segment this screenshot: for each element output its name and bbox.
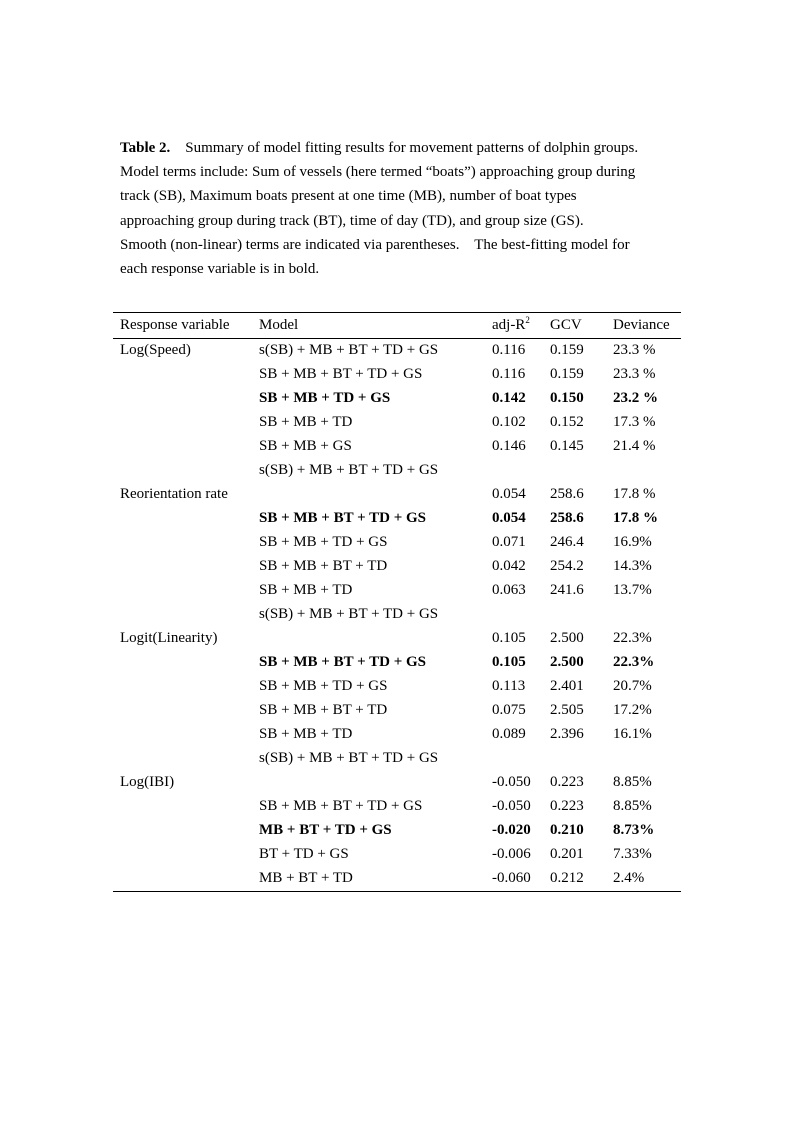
cell-adj-r2: -0.006 bbox=[492, 846, 531, 862]
cell-gcv: 241.6 bbox=[550, 582, 584, 598]
cell-model: SB + MB + BT + TD + GS bbox=[259, 654, 427, 670]
cell-adj-r2: -0.020 bbox=[492, 822, 531, 838]
cell-model: SB + MB + TD bbox=[259, 726, 353, 742]
cell-response-variable: Reorientation rate bbox=[120, 486, 228, 502]
cell-deviance: 16.9% bbox=[613, 534, 652, 550]
cell-deviance: 14.3% bbox=[613, 558, 652, 574]
table-row bbox=[113, 339, 681, 363]
header-adj-r2-text: adj-R bbox=[492, 317, 526, 333]
table-row bbox=[113, 843, 681, 867]
header-deviance: Deviance bbox=[613, 317, 670, 333]
table-row bbox=[113, 483, 681, 507]
cell-adj-r2: 0.142 bbox=[492, 390, 526, 406]
caption-line-4: approaching group during track (BT), time of day (TD), and group size (GS). bbox=[120, 212, 584, 229]
caption-line-6: each response variable is in bold. bbox=[120, 261, 320, 278]
cell-adj-r2: 0.063 bbox=[492, 582, 526, 598]
cell-adj-r2: 0.102 bbox=[492, 414, 526, 430]
cell-deviance: 17.8 % bbox=[613, 510, 658, 526]
cell-response-variable: Log(Speed) bbox=[120, 342, 191, 358]
cell-gcv: 2.500 bbox=[550, 654, 584, 670]
cell-gcv: 0.201 bbox=[550, 846, 584, 862]
caption-line-3: track (SB), Maximum boats present at one time (MB), number of boat types bbox=[120, 188, 577, 205]
cell-gcv: 0.152 bbox=[550, 414, 584, 430]
cell-gcv: 0.212 bbox=[550, 870, 584, 886]
cell-gcv: 0.223 bbox=[550, 798, 584, 814]
cell-model: SB + MB + TD + GS bbox=[259, 678, 388, 694]
table-row bbox=[113, 531, 681, 555]
cell-deviance: 20.7% bbox=[613, 678, 652, 694]
cell-model: SB + MB + BT + TD + GS bbox=[259, 366, 423, 382]
cell-model: s(SB) + MB + BT + TD + GS bbox=[259, 606, 439, 622]
cell-model: SB + MB + TD + GS bbox=[259, 390, 391, 406]
cell-gcv: 0.150 bbox=[550, 390, 584, 406]
cell-adj-r2: -0.050 bbox=[492, 798, 531, 814]
table-row bbox=[113, 651, 681, 675]
table-row bbox=[113, 723, 681, 747]
table-row bbox=[113, 747, 681, 771]
cell-deviance: 17.3 % bbox=[613, 414, 656, 430]
cell-adj-r2: -0.060 bbox=[492, 870, 531, 886]
cell-deviance: 23.3 % bbox=[613, 342, 656, 358]
results-table bbox=[113, 312, 681, 892]
table-row bbox=[113, 363, 681, 387]
cell-gcv: 2.396 bbox=[550, 726, 584, 742]
cell-model: SB + MB + BT + TD + GS bbox=[259, 510, 427, 526]
cell-model: SB + MB + TD bbox=[259, 582, 353, 598]
table-row bbox=[113, 675, 681, 699]
cell-adj-r2: 0.116 bbox=[492, 366, 526, 382]
cell-gcv: 0.159 bbox=[550, 366, 584, 382]
table-body bbox=[113, 339, 681, 891]
cell-deviance: 23.3 % bbox=[613, 366, 656, 382]
table-header-row bbox=[113, 313, 681, 339]
caption-line-1 bbox=[120, 136, 690, 160]
cell-model: s(SB) + MB + BT + TD + GS bbox=[259, 462, 439, 478]
cell-gcv: 258.6 bbox=[550, 486, 584, 502]
cell-adj-r2: 0.116 bbox=[492, 342, 526, 358]
table-row bbox=[113, 579, 681, 603]
cell-deviance: 22.3% bbox=[613, 654, 655, 670]
cell-deviance: 17.2% bbox=[613, 702, 652, 718]
cell-response-variable: Log(IBI) bbox=[120, 774, 175, 790]
header-gcv: GCV bbox=[550, 317, 582, 333]
cell-deviance: 13.7% bbox=[613, 582, 652, 598]
cell-adj-r2: 0.089 bbox=[492, 726, 526, 742]
cell-adj-r2: -0.050 bbox=[492, 774, 531, 790]
caption-text-1: Summary of model fitting results for movement patterns of dolphin groups. bbox=[185, 140, 639, 156]
cell-adj-r2: 0.054 bbox=[492, 486, 526, 502]
table-row bbox=[113, 411, 681, 435]
cell-gcv: 2.401 bbox=[550, 678, 584, 694]
cell-model: SB + MB + TD + GS bbox=[259, 534, 388, 550]
table-row bbox=[113, 459, 681, 483]
cell-gcv: 0.159 bbox=[550, 342, 584, 358]
cell-gcv: 254.2 bbox=[550, 558, 584, 574]
caption-label: Table 2. bbox=[120, 140, 171, 156]
cell-model: SB + MB + BT + TD bbox=[259, 702, 388, 718]
cell-deviance: 23.2 % bbox=[613, 390, 658, 406]
caption-line-2: Model terms include: Sum of vessels (here termed “boats”) approaching group during bbox=[120, 164, 636, 181]
cell-gcv: 0.223 bbox=[550, 774, 584, 790]
header-adj-r2-superscript: 2 bbox=[525, 315, 530, 325]
caption-line-5: Smooth (non-linear) terms are indicated via parentheses. The best-fitting model for bbox=[120, 236, 630, 253]
table-caption bbox=[120, 136, 690, 281]
table-row bbox=[113, 819, 681, 843]
table-row bbox=[113, 507, 681, 531]
cell-response-variable: Logit(Linearity) bbox=[120, 630, 218, 646]
cell-model: s(SB) + MB + BT + TD + GS bbox=[259, 750, 439, 766]
cell-model: s(SB) + MB + BT + TD + GS bbox=[259, 342, 439, 358]
cell-deviance: 16.1% bbox=[613, 726, 652, 742]
table-row bbox=[113, 867, 681, 891]
cell-adj-r2: 0.146 bbox=[492, 438, 526, 454]
cell-deviance: 7.33% bbox=[613, 846, 652, 862]
cell-adj-r2: 0.071 bbox=[492, 534, 526, 550]
cell-gcv: 0.210 bbox=[550, 822, 584, 838]
cell-adj-r2: 0.105 bbox=[492, 654, 526, 670]
cell-adj-r2: 0.054 bbox=[492, 510, 526, 526]
cell-deviance: 17.8 % bbox=[613, 486, 656, 502]
cell-deviance: 2.4% bbox=[613, 870, 645, 886]
cell-deviance: 21.4 % bbox=[613, 438, 656, 454]
table-row bbox=[113, 699, 681, 723]
cell-gcv: 2.500 bbox=[550, 630, 584, 646]
cell-deviance: 8.85% bbox=[613, 798, 652, 814]
cell-model: MB + BT + TD + GS bbox=[259, 822, 392, 838]
cell-gcv: 246.4 bbox=[550, 534, 584, 550]
cell-model: SB + MB + BT + TD bbox=[259, 558, 388, 574]
cell-deviance: 22.3% bbox=[613, 630, 652, 646]
table-row bbox=[113, 627, 681, 651]
table-row bbox=[113, 795, 681, 819]
cell-adj-r2: 0.105 bbox=[492, 630, 526, 646]
cell-model: BT + TD + GS bbox=[259, 846, 349, 862]
cell-model: SB + MB + TD bbox=[259, 414, 353, 430]
cell-adj-r2: 0.075 bbox=[492, 702, 526, 718]
cell-gcv: 2.505 bbox=[550, 702, 584, 718]
header-response-variable: Response variable bbox=[120, 317, 230, 333]
cell-model: MB + BT + TD bbox=[259, 870, 353, 886]
table-row bbox=[113, 771, 681, 795]
cell-gcv: 0.145 bbox=[550, 438, 584, 454]
cell-adj-r2: 0.113 bbox=[492, 678, 526, 694]
cell-gcv: 258.6 bbox=[550, 510, 584, 526]
table-row bbox=[113, 387, 681, 411]
table-row bbox=[113, 435, 681, 459]
header-adj-r2 bbox=[492, 317, 530, 334]
table-row bbox=[113, 603, 681, 627]
cell-model: SB + MB + GS bbox=[259, 438, 352, 454]
table-row bbox=[113, 555, 681, 579]
cell-adj-r2: 0.042 bbox=[492, 558, 526, 574]
header-model: Model bbox=[259, 317, 299, 333]
cell-deviance: 8.85% bbox=[613, 774, 652, 790]
cell-model: SB + MB + BT + TD + GS bbox=[259, 798, 423, 814]
cell-deviance: 8.73% bbox=[613, 822, 655, 838]
